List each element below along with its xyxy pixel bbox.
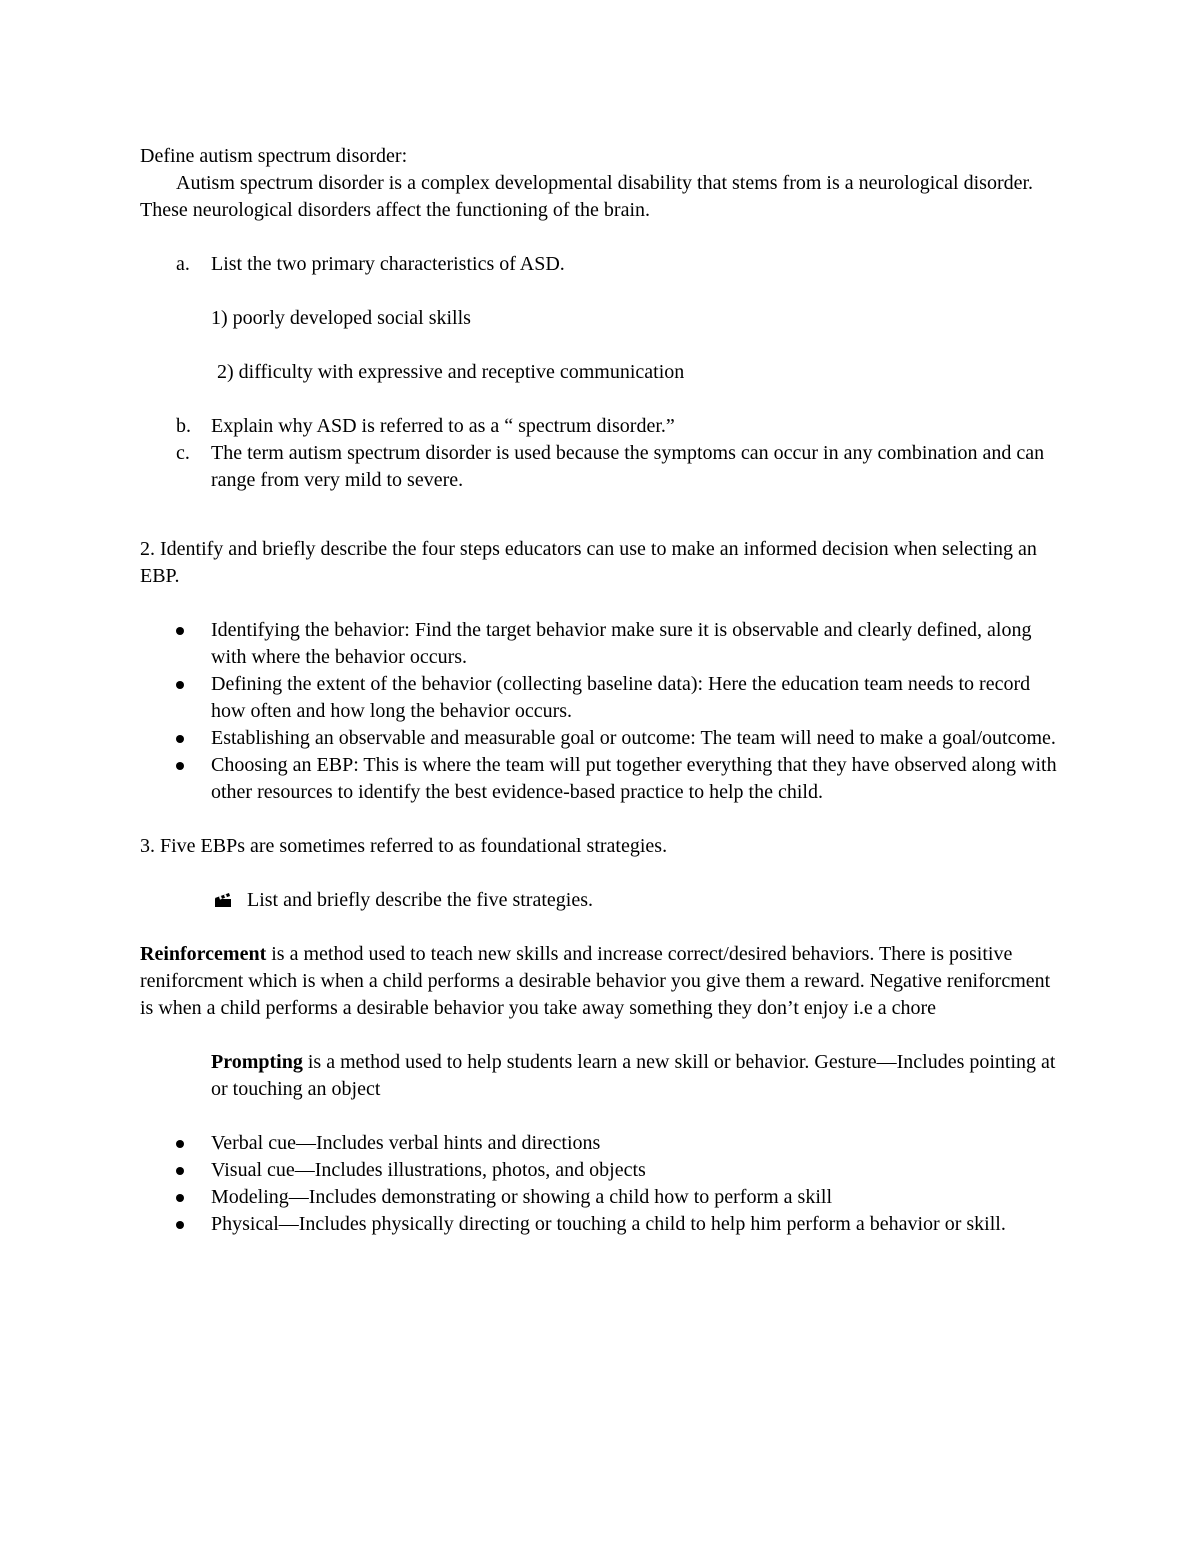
clapperboard-icon: [214, 892, 232, 908]
question-2-heading: 2. Identify and briefly describe the four steps educators can use to make an informed decision when selecting an EBP.: [140, 538, 1037, 587]
prompting-paragraph: [140, 1049, 1060, 1103]
bullet-icon: [176, 1140, 184, 1148]
bullet-icon: [176, 762, 184, 770]
question-1-list-continued: [140, 413, 1060, 494]
list-item: Defining the extent of the behavior (collecting baseline data): Here the education team needs to record how often and how long the behavior occurs.: [140, 671, 1060, 725]
list-item: Identifying the behavior: Find the target behavior make sure it is observable and clearly defined, along with where the behavior occurs.: [140, 617, 1060, 671]
definition-paragraph: Autism spectrum disorder is a complex developmental disability that stems from is a neurological disorder. These neurological disorders affect the functioning of the brain.: [140, 172, 1034, 221]
document-body: [140, 143, 1060, 1238]
list-item: Visual cue—Includes illustrations, photos, and objects: [140, 1157, 1060, 1184]
bullet-icon: [176, 1194, 184, 1202]
question-1a-text: List the two primary characteristics of ASD.: [211, 253, 565, 275]
define-heading: Define autism spectrum disorder:: [140, 145, 408, 167]
question-1c-text: The term autism spectrum disorder is used because the symptoms can occur in any combination and can range from very mild to severe.: [211, 442, 1045, 491]
list-item: Choosing an EBP: This is where the team will put together everything that they have observed along with other resources to identify the best evidence-based practice to help the child.: [140, 752, 1060, 806]
reinforcement-term: Reinforcement: [140, 943, 267, 965]
bullet-icon: [176, 1167, 184, 1175]
question-1-list: [140, 251, 1060, 278]
list-marker-b: b.: [176, 415, 191, 437]
question-3-heading: 3. Five EBPs are sometimes referred to as foundational strategies.: [140, 835, 668, 857]
reinforcement-text: is a method used to teach new skills and increase correct/desired behaviors. There is positive reniforcment which is when a child performs a desirable behavior you give them a reward. Negative reniforcment is when a child performs a desirable behavior you take away something they don’t enjoy i.e a chore: [140, 943, 1051, 1019]
list-marker-c: c.: [176, 442, 190, 464]
list-marker-a: a.: [176, 253, 190, 275]
bullet-icon: [176, 681, 184, 689]
prompting-term: Prompting: [211, 1051, 303, 1073]
question-1a: [140, 251, 1060, 278]
prompt-types-list: [140, 1130, 1060, 1238]
list-item: Verbal cue—Includes verbal hints and directions: [140, 1130, 1060, 1157]
question-1b-text: Explain why ASD is referred to as a “ spectrum disorder.”: [211, 415, 675, 437]
question-1b: [140, 413, 1060, 440]
list-item: Physical—Includes physically directing or touching a child to help him perform a behavior or skill.: [140, 1211, 1060, 1238]
list-item: Modeling—Includes demonstrating or showing a child how to perform a skill: [140, 1184, 1060, 1211]
characteristic-2: 2) difficulty with expressive and receptive communication: [217, 361, 685, 383]
question-3-instruction: [140, 887, 1060, 914]
question-1c: [140, 440, 1060, 494]
list-item: Establishing an observable and measurable goal or outcome: The team will need to make a goal/outcome.: [140, 725, 1060, 752]
bullet-icon: [176, 1221, 184, 1229]
spacer: [140, 224, 1060, 251]
characteristic-1: 1) poorly developed social skills: [211, 307, 471, 329]
bullet-icon: [176, 735, 184, 743]
instruction-text: List and briefly describe the five strategies.: [247, 889, 593, 911]
reinforcement-paragraph: [140, 941, 1060, 1022]
question-2-steps: [140, 617, 1060, 806]
bullet-icon: [176, 627, 184, 635]
prompting-text: is a method used to help students learn a new skill or behavior. Gesture—Includes pointing at or touching an object: [211, 1051, 1056, 1100]
